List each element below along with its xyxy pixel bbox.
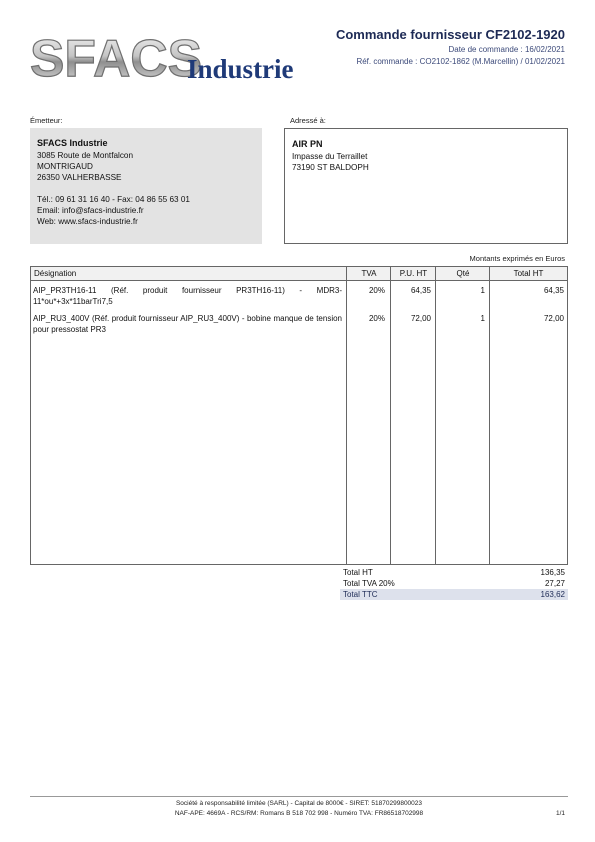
footer-divider xyxy=(30,796,568,797)
column-divider xyxy=(489,267,490,564)
logo-sub-text: Industrie xyxy=(187,54,294,84)
sender-label: Émetteur: xyxy=(30,116,63,125)
total-ttc-label: Total TTC xyxy=(343,590,378,599)
row-2-designation: AIP_RU3_400V (Réf. produit fournisseur AIP_RU3_400V) - bobine manque de tension pour pressostat PR3 xyxy=(33,314,342,334)
page-number: 1/1 xyxy=(555,810,565,817)
total-ht-row xyxy=(340,567,568,578)
footer-legal-line-2: NAF-APE: 4669A - RCS/RM: Romans B 518 702 998 - Numéro TVA: FR86518702998 xyxy=(174,810,424,817)
col-header-total: Total HT xyxy=(513,269,544,278)
total-tva-label: Total TVA 20% xyxy=(343,579,395,588)
company-logo xyxy=(30,28,320,90)
sender-web: Web: www.sfacs-industrie.fr xyxy=(37,217,138,226)
row-2-unit-price: 72,00 xyxy=(410,314,431,323)
row-2-total: 72,00 xyxy=(543,314,564,323)
total-tva-value: 27,27 xyxy=(544,579,565,588)
items-table xyxy=(30,266,568,565)
column-divider xyxy=(390,267,391,564)
col-header-designation: Désignation xyxy=(34,269,77,278)
currency-note: Montants exprimés en Euros xyxy=(469,254,565,263)
row-1-total: 64,35 xyxy=(543,286,564,295)
row-1-unit-price: 64,35 xyxy=(410,286,431,295)
order-date: Date de commande : 16/02/2021 xyxy=(448,45,565,54)
row-1-designation: AIP_PR3TH16-11 (Réf. produit fournisseur PR3TH16-11) - MDR3-11*ou*+3x*11barTri7,5 xyxy=(33,286,342,306)
sender-address-1: 3085 Route de Montfalcon xyxy=(37,151,134,160)
row-1-quantity: 1 xyxy=(480,286,485,295)
row-1-tva: 20% xyxy=(368,286,385,295)
row-2-quantity: 1 xyxy=(480,314,485,323)
total-ht-value: 136,35 xyxy=(540,568,565,577)
sender-email: Email: info@sfacs-industrie.fr xyxy=(37,206,144,215)
order-reference: Réf. commande : CO2102-1862 (M.Marcellin) / 01/02/2021 xyxy=(356,57,565,66)
recipient-box xyxy=(284,128,568,244)
recipient-name: AIR PN xyxy=(292,139,323,149)
column-divider xyxy=(435,267,436,564)
row-2-tva: 20% xyxy=(368,314,385,323)
total-ttc-row xyxy=(340,589,568,600)
logo-brand-text: SFACS xyxy=(30,30,202,88)
col-header-quantity: Qté xyxy=(456,269,470,278)
sender-phone: Tél.: 09 61 31 16 40 - Fax: 04 86 55 63 01 xyxy=(37,195,190,204)
document-title: Commande fournisseur CF2102-1920 xyxy=(335,27,565,42)
sender-address-3: 26350 VALHERBASSE xyxy=(37,173,122,182)
total-ht-label: Total HT xyxy=(343,568,373,577)
sender-address-2: MONTRIGAUD xyxy=(37,162,93,171)
col-header-unit-price: P.U. HT xyxy=(399,269,428,278)
recipient-label: Adressé à: xyxy=(290,116,326,125)
sender-name: SFACS Industrie xyxy=(37,138,108,148)
col-header-tva: TVA xyxy=(361,269,377,278)
total-tva-row xyxy=(340,578,568,589)
column-divider xyxy=(346,267,347,564)
table-header-row xyxy=(31,267,567,281)
total-ttc-value: 163,62 xyxy=(540,590,565,599)
footer-legal-line-1: Société à responsabilité limitée (SARL) - Capital de 8000€ - SIRET: 51870299800023 xyxy=(175,800,423,807)
recipient-address-1: Impasse du Terraillet xyxy=(292,152,368,161)
sender-box xyxy=(30,128,262,244)
recipient-address-2: 73190 ST BALDOPH xyxy=(292,163,369,172)
